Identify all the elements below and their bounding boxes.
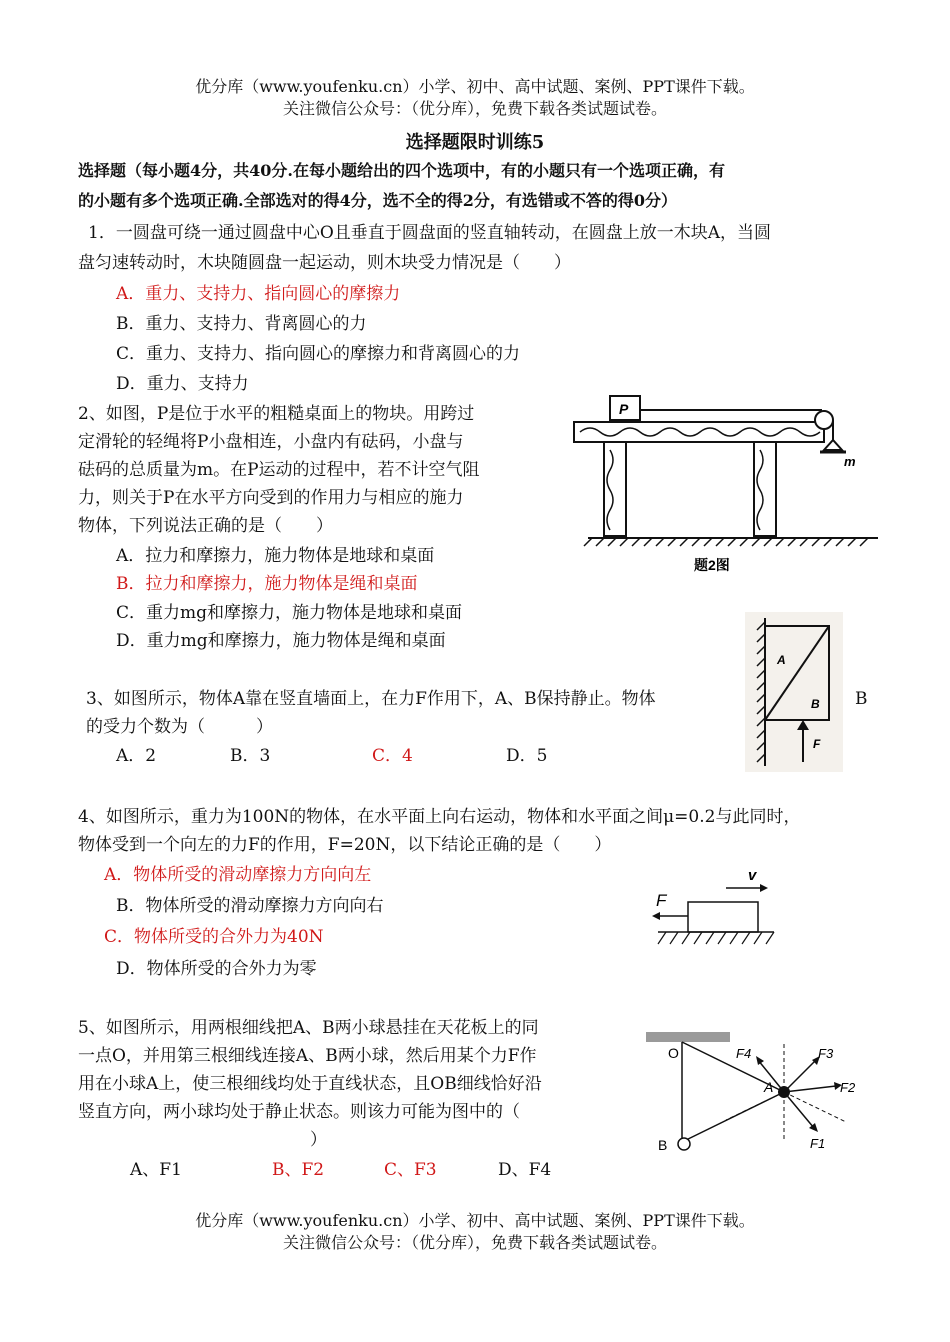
q4-label-v: v [748,867,757,884]
q1-option-b: B．重力、支持力、背离圆心的力 [116,314,367,334]
q2-option-b: B．拉力和摩擦力，施力物体是绳和桌面 [116,574,418,594]
q5-label-b: B [658,1137,668,1153]
q3-line-2: 的受力个数为（ ） [86,717,273,737]
q2-option-c: C．重力mg和摩擦力，施力物体是地球和桌面 [116,603,463,623]
q1-option-a: A．重力、支持力、指向圆心的摩擦力 [116,284,401,304]
q2-pan [824,440,842,450]
q4-block [688,902,758,932]
instructions-line-2: 的小题有多个选项正确.全部选对的得4分，选不全的得2分，有选错或不答的得0分） [78,191,677,210]
q3-option-a: A．2 [116,746,157,766]
q5-label-f1: F1 [810,1136,826,1151]
q5-force-f1 [784,1092,814,1128]
q4-option-a: A．物体所受的滑动摩擦力方向向左 [104,865,372,885]
q3-label-f: F [813,737,821,751]
q2-line-5: 物体，下列说法正确的是（ ） [78,516,333,536]
q3-line-1: 3、如图所示，物体A靠在竖直墙面上，在力F作用下，A、B保持静止。物体 [86,689,656,709]
q4-option-d: D．物体所受的合外力为零 [116,959,317,979]
q5-ceiling [646,1032,730,1042]
q5-option-b: B、F2 [272,1160,325,1180]
q2-option-d: D．重力mg和摩擦力，施力物体是绳和桌面 [116,631,446,651]
q1-option-c: C．重力、支持力、指向圆心的摩擦力和背离圆心的力 [116,344,521,364]
q4-option-c: C．物体所受的合外力为40N [104,927,324,947]
q3-option-b: B．3 [230,746,271,766]
q2-option-a: A．拉力和摩擦力，施力物体是地球和桌面 [116,546,435,566]
q5-label-o: O [668,1045,679,1061]
q5-line-4: 竖直方向，两小球均处于静止状态。则该力可能为图中的（ [78,1102,520,1122]
q3-label-b: B [811,697,820,711]
q5-line-5: ） [310,1130,327,1150]
footer-line-2: 关注微信公众号：（优分库），免费下载各类试题试卷。 [282,1233,667,1252]
q5-option-a: A、F1 [130,1160,182,1180]
footer-line-1: 优分库（www.youfenku.cn）小学、初中、高中试题、案例、PPT课件下载。 [195,1211,755,1230]
q2-line-1: 2、如图，P是位于水平的粗糙桌面上的物块。用跨过 [78,404,475,424]
q4-line-2: 物体受到一个向左的力F的作用，F=20N，以下结论正确的是（ ） [78,835,612,855]
q2-line-2: 定滑轮的轻绳将P小盘相连，小盘内有砝码，小盘与 [78,432,464,452]
q1-line-2: 盘匀速转动时，木块随圆盘一起运动，则木块受力情况是（ ） [78,253,571,273]
q5-line-2: 一点O，并用第三根细线连接A、B两小球，然后用某个力F作 [78,1046,537,1066]
q4-label-f: F [656,891,667,910]
q5-ball-b [678,1138,690,1150]
q2-pulley [815,411,833,429]
header-line-2: 关注微信公众号：（优分库），免费下载各类试题试卷。 [282,99,667,118]
q2-line-4: 力，则关于P在水平方向受到的作用力与相应的施力 [78,488,464,508]
q5-label-a: A [764,1079,774,1095]
q5-force-f3 [784,1060,816,1092]
q5-label-f4: F4 [736,1046,752,1061]
q2-mass-label: m [844,454,856,469]
q3-option-c: C．4 [372,746,413,766]
q3-label-a: A [777,653,786,667]
q3-option-d: D．5 [506,746,548,766]
instructions-line-1: 选择题（每小题4分，共40分.在每小题给出的四个选项中，有的小题只有一个选项正确，有 [78,161,725,180]
q2-line-3: 砝码的总质量为m。在P运动的过程中，若不计空气阻 [78,460,480,480]
q2-block-label: P [619,401,629,417]
q4-option-b: B．物体所受的滑动摩擦力方向向右 [116,896,384,916]
q2-figure-caption: 题2图 [694,557,730,573]
q5-label-f3: F3 [818,1046,834,1061]
q5-option-d: D、F4 [498,1160,552,1180]
q4-line-1: 4、如图所示，重力为100N的物体，在水平面上向右运动，物体和水平面之间μ=0.2与此同时， [78,807,801,827]
q3-figure-wall-blocks [745,612,843,772]
q5-figure-forces [646,1030,876,1160]
q5-force-f2 [784,1086,836,1092]
q1-line-1: 1．一圆盘可绕一通过圆盘中心O且垂直于圆盘面的竖直轴转动，在圆盘上放一木块A，当圆 [88,223,772,243]
q5-line-3: 用在小球A上，使三根细线均处于直线状态，且OB细线恰好沿 [78,1074,542,1094]
q5-label-f2: F2 [840,1080,856,1095]
header-line-1: 优分库（www.youfenku.cn）小学、初中、高中试题、案例、PPT课件下载。 [195,77,755,96]
q5-line-1: 5、如图所示，用两根细线把A、B两小球悬挂在天花板上的同 [78,1018,539,1038]
q5-option-c: C、F3 [384,1160,437,1180]
q4-figure-block [648,860,778,954]
page-title: 选择题限时训练5 [405,132,545,153]
q3-line-1-end: B [855,689,868,709]
q1-option-d: D．重力、支持力 [116,374,249,394]
q2-figure-table-pulley [568,390,883,580]
